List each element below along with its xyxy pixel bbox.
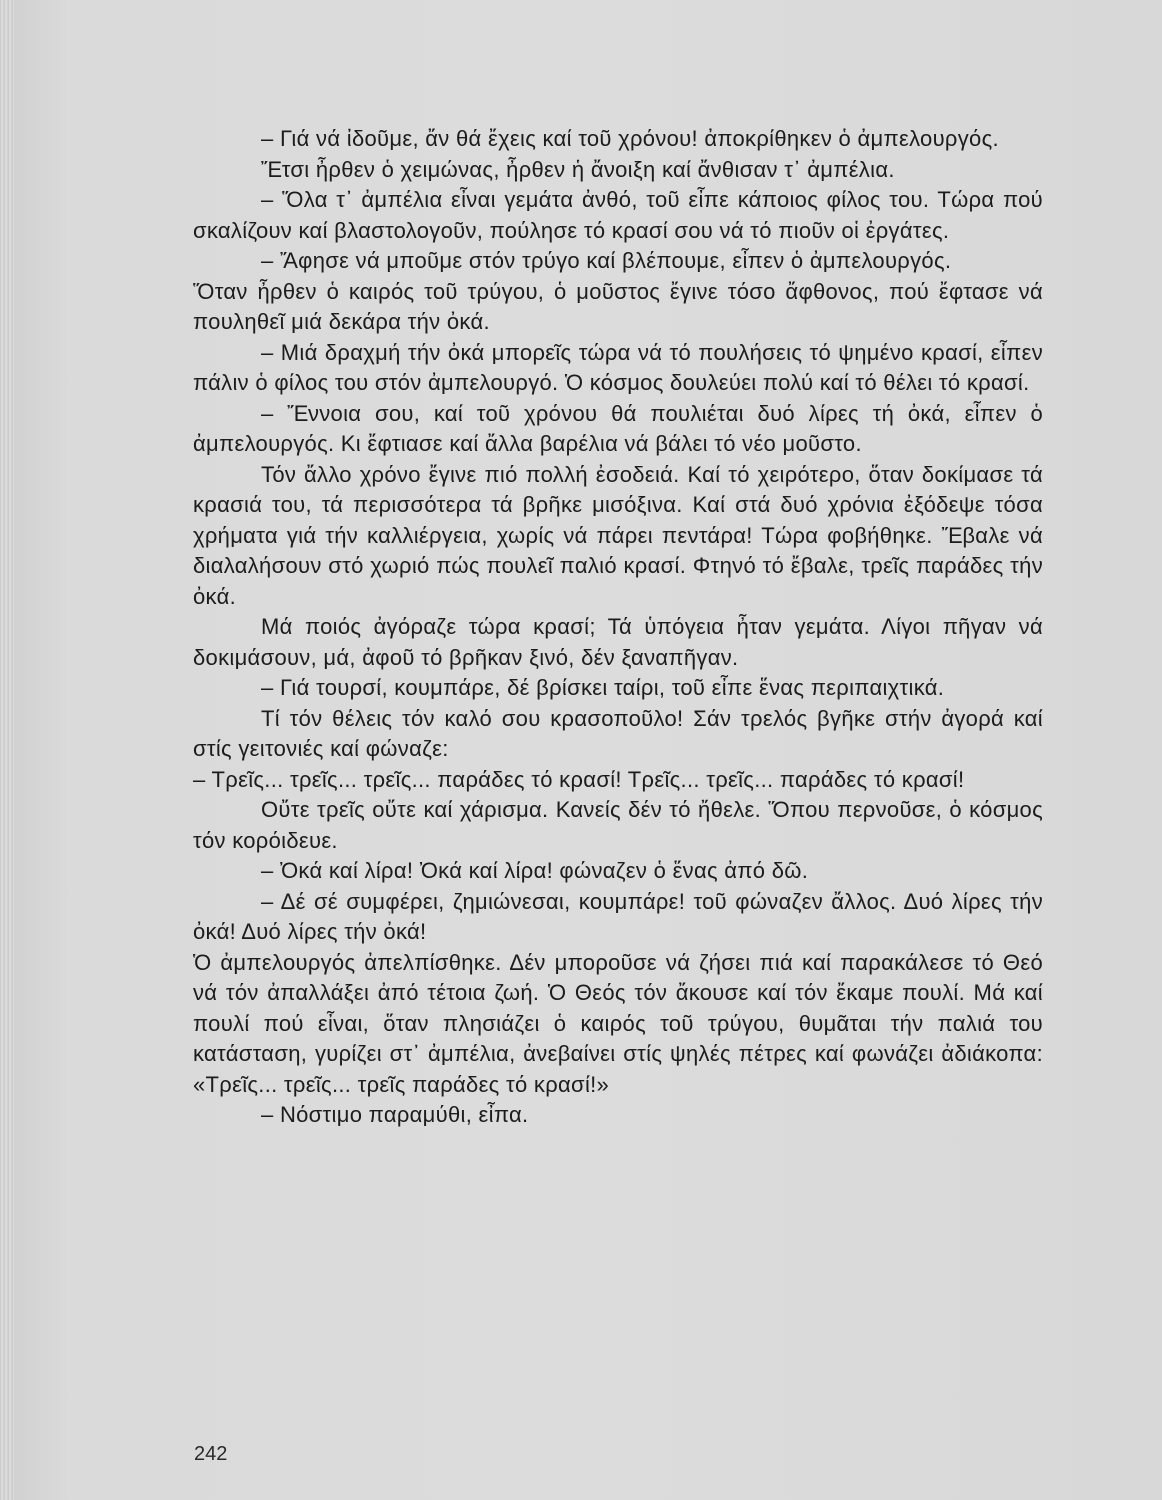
paragraph: Ὅταν ἦρθεν ὁ καιρός τοῦ τρύγου, ὁ μοῦστος ἔγινε τόσο ἄφθονος, πού ἔφτασε νά πουληθεῖ μιά δεκάρα τήν ὀκά. (193, 278, 1043, 334)
paragraph: – Δέ σέ συμφέρει, ζημιώνεσαι, κουμπάρε! τοῦ φώναζεν ἄλλος. Δυό λίρες τήν ὀκά! Δυό λίρες τήν ὀκά! (193, 888, 1043, 944)
paragraph: – Ἄφησε νά μποῦμε στόν τρύγο καί βλέπουμε, εἶπεν ὁ ἀμπελουργός. (261, 248, 952, 273)
paragraph: – Τρεῖς... τρεῖς... τρεῖς... παράδες τό κρασί! Τρεῖς... τρεῖς... παράδες τό κρασί! (193, 766, 965, 792)
paragraph: – Μιά δραχμή τήν ὀκά μπορεῖς τώρα νά τό πουλήσεις τό ψημένο κρασί, εἶπεν πάλιν ὁ φίλος του στόν ἀμπελουργό. Ὁ κόσμος δουλεύει πολύ καί τό θέλει τό κρασί. (193, 339, 1043, 395)
paragraph: Μά ποιός ἀγόραζε τώρα κρασί; Τά ὑπόγεια ἦταν γεμάτα. Λίγοι πῆγαν νά δοκιμάσουν, μά, ἀφοῦ τό βρῆκαν ξινό, δέν ξαναπῆγαν. (193, 614, 1043, 670)
paragraph: – Ἔννοια σου, καί τοῦ χρόνου θά πουλιέται δυό λίρες τή ὀκά, εἶπεν ὁ ἀμπελουργός. Κι ἔφτιασε καί ἄλλα βαρέλια νά βάλει τό νέο μοῦστο. (193, 400, 1043, 456)
page-number: 242 (194, 1443, 228, 1465)
paragraph: – Γιά νά ἰδοῦμε, ἄν θά ἔχεις καί τοῦ χρόνου! ἀποκρίθηκεν ὁ ἀμπελουργός. (261, 126, 999, 151)
paragraph: Τί τόν θέλεις τόν καλό σου κρασοποῦλο! Σάν τρελός βγῆκε στήν ἀγορά καί στίς γειτονιές καί φώναζε: (193, 705, 1043, 761)
paragraph: Ἔτσι ἦρθεν ὁ χειμώνας, ἦρθεν ἡ ἄνοιξη καί ἄνθισαν τ᾽ ἀμπέλια. (261, 156, 895, 182)
body-text (193, 124, 1043, 1131)
paragraph: Ὁ ἀμπελουργός ἀπελπίσθηκε. Δέν μποροῦσε νά ζήσει πιά καί παρακάλεσε τό Θεό νά τόν ἀπαλλάξει ἀπό τέτοια ζωή. Ὁ Θεός τόν ἄκουσε καί τόν ἔκαμε πουλί. Μά καί πουλί πού εἶναι, ὅταν πλησιάζει ὁ καιρός τοῦ τρύγου, θυμᾶται τήν παλιά του κατάσταση, γυρίζει στ᾽ ἀμπέλια, ἀνεβαίνει στίς ψηλές πέτρες καί φωνάζει ἀδιάκοπα: «Τρεῖς... τρεῖς... τρεῖς παράδες τό κρασί!» (193, 949, 1043, 1097)
page-edge (0, 0, 14, 1500)
paragraph: Τόν ἄλλο χρόνο ἔγινε πιό πολλή ἐσοδειά. Καί τό χειρότερο, ὅταν δοκίμασε τά κρασιά του, τά περισσότερα τά βρῆκε μισόξινα. Καί στά δυό χρόνια ἐξόδεψε τόσα χρήματα γιά τήν καλλιέργεια, χωρίς νά πάρει πεντάρα! Τώρα φοβήθηκε. Ἔβαλε νά διαλαλήσουν στό χωριό πώς πουλεῖ παλιό κρασί. Φτηνό τό ἔβαλε, τρεῖς παράδες τήν ὀκά. (193, 461, 1043, 609)
paragraph: – Ὀκά καί λίρα! Ὀκά καί λίρα! φώναζεν ὁ ἕνας ἀπό δῶ. (261, 858, 809, 883)
paragraph: – Νόστιμο παραμύθι, εἶπα. (261, 1102, 529, 1127)
paragraph: – Γιά τουρσί, κουμπάρε, δέ βρίσκει ταίρι, τοῦ εἶπε ἕνας περιπαιχτικά. (261, 675, 945, 700)
paragraph: – Ὅλα τ᾽ ἀμπέλια εἶναι γεμάτα ἀνθό, τοῦ εἶπε κάποιος φίλος του. Τώρα πού σκαλίζουν καί βλαστολογοῦν, πούλησε τό κρασί σου νά τό πιοῦν οἱ ἐργάτες. (193, 187, 1043, 243)
paragraph: Οὔτε τρεῖς οὔτε καί χάρισμα. Κανείς δέν τό ἤθελε. Ὅπου περνοῦσε, ὁ κόσμος τόν κορόιδευε. (193, 797, 1043, 853)
